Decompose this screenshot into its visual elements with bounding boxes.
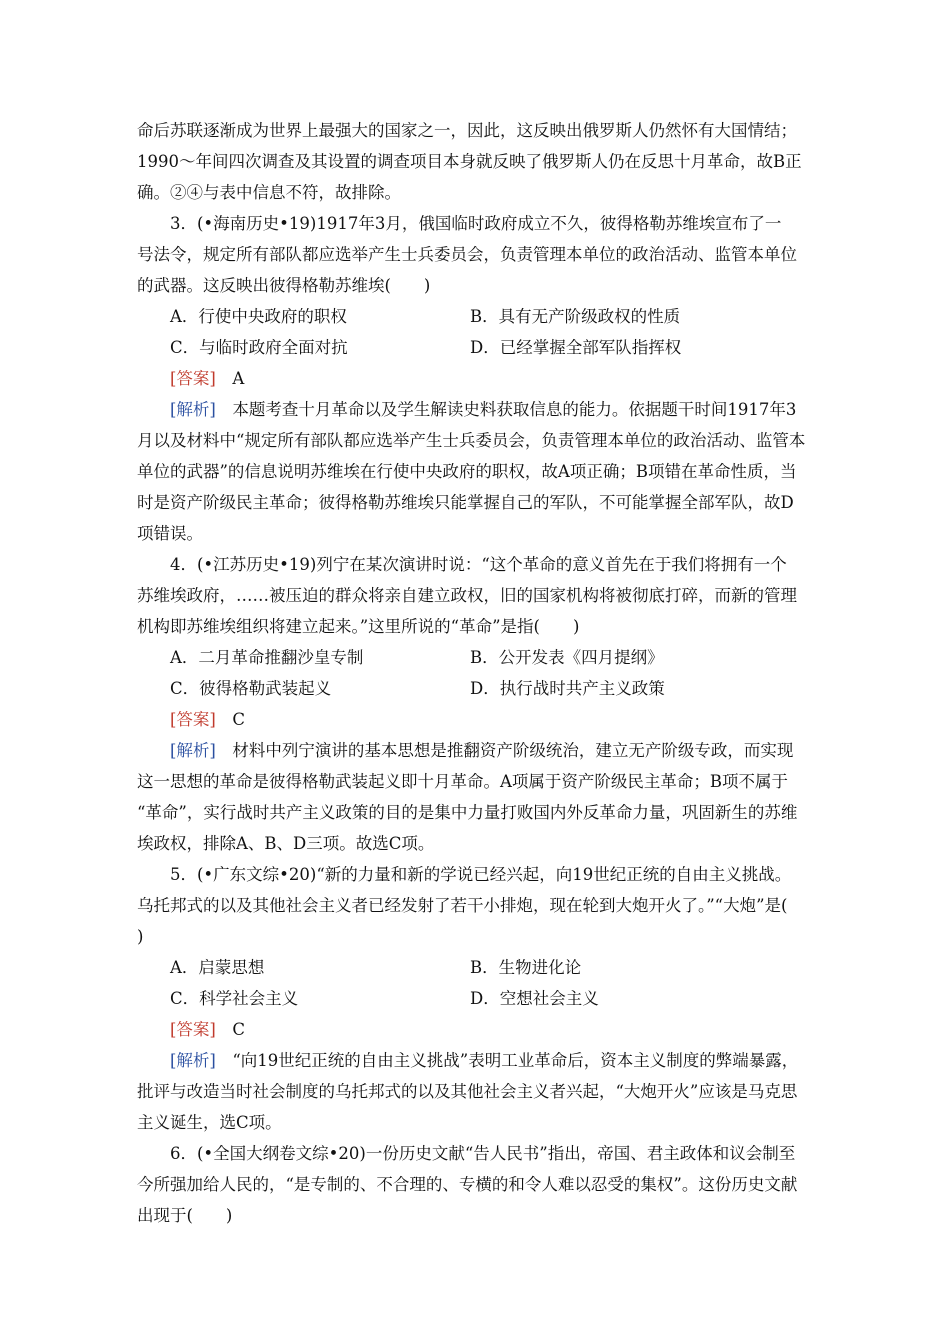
- option-c: C．彼得格勒武装起义: [170, 679, 332, 698]
- question-3-answer: [137, 363, 827, 394]
- analysis-text: 批评与改造当时社会制度的乌托邦式的以及其他社会主义者兴起，“大炮开火”应该是马克思: [137, 1082, 798, 1101]
- option-d: D．已经掌握全部军队指挥权: [470, 338, 682, 357]
- question-3-stem: 的武器。这反映出彼得格勒苏维埃( ): [137, 276, 431, 295]
- answer-value: A: [215, 369, 245, 388]
- answer-value: C: [215, 1020, 245, 1039]
- document-body: [137, 115, 827, 1231]
- question-3-stem: 3．(•海南历史•19)1917年3月，俄国临时政府成立不久，彼得格勒苏维埃宣布了一: [170, 214, 782, 233]
- analysis-text: 时是资产阶级民主革命；彼得格勒苏维埃只能掌握自己的军队，不可能掌握全部军队，故D: [137, 493, 794, 512]
- option-a: A．二月革命推翻沙皇专制: [170, 648, 364, 667]
- question-3-options-row: [137, 301, 827, 332]
- option-b: B．生物进化论: [470, 958, 582, 977]
- question-5-stem: 5．(•广东文综•20)“新的力量和新的学说已经兴起，向19世纪正统的自由主义挑战。: [170, 865, 792, 884]
- text-line: 命后苏联逐渐成为世界上最强大的国家之一，因此，这反映出俄罗斯人仍然怀有大国情结；: [137, 121, 797, 140]
- option-d: D．空想社会主义: [470, 989, 599, 1008]
- answer-tag: [答案]: [170, 1020, 216, 1039]
- analysis-text: “革命”，实行战时共产主义政策的目的是集中力量打败国内外反革命力量，巩固新生的苏维: [137, 803, 798, 822]
- question-5-stem: ): [137, 927, 144, 946]
- question-5-options-row: [137, 952, 827, 983]
- question-5-answer: [137, 1014, 827, 1045]
- question-4-analysis: [137, 735, 827, 766]
- analysis-text: 材料中列宁演讲的基本思想是推翻资产阶级统治，建立无产阶级专政，而实现: [215, 741, 794, 760]
- option-b: B．公开发表《四月提纲》: [470, 648, 664, 667]
- answer-tag: [答案]: [170, 710, 216, 729]
- analysis-text: 这一思想的革命是彼得格勒武装起义即十月革命。A项属于资产阶级民主革命；B项不属于: [137, 772, 789, 791]
- analysis-text: 月以及材料中“规定所有部队都应选举产生士兵委员会，负责管理本单位的政治活动、监管本: [137, 431, 806, 450]
- question-6-stem: 今所强加给人民的，“是专制的、不合理的、专横的和令人难以忍受的集权”。这份历史文献: [137, 1175, 798, 1194]
- option-d: D．执行战时共产主义政策: [470, 679, 665, 698]
- question-3-analysis: [137, 394, 827, 425]
- option-a: A．行使中央政府的职权: [170, 307, 347, 326]
- analysis-tag: [解析]: [170, 1051, 216, 1070]
- analysis-text: 主义诞生，选C项。: [137, 1113, 282, 1132]
- option-c: C．科学社会主义: [170, 989, 299, 1008]
- question-4-stem: 苏维埃政府，……被压迫的群众将亲自建立政权，旧的国家机构将被彻底打碎，而新的管理: [137, 586, 797, 605]
- text-line: 1990～年间四次调查及其设置的调查项目本身就反映了俄罗斯人仍在反思十月革命，故B正: [137, 152, 802, 171]
- question-4-answer: [137, 704, 827, 735]
- analysis-tag: [解析]: [170, 400, 216, 419]
- question-5-analysis: [137, 1045, 827, 1076]
- answer-tag: [答案]: [170, 369, 216, 388]
- analysis-text: “向19世纪正统的自由主义挑战”表明工业革命后，资本主义制度的弊端暴露，: [215, 1051, 799, 1070]
- question-6-stem: 出现于( ): [137, 1206, 233, 1225]
- question-6-stem: 6．(•全国大纲卷文综•20)一份历史文献“告人民书”指出，帝国、君主政体和议会制至: [170, 1144, 796, 1163]
- analysis-text: 单位的武器”的信息说明苏维埃在行使中央政府的职权，故A项正确；B项错在革命性质，当: [137, 462, 797, 481]
- analysis-tag: [解析]: [170, 741, 216, 760]
- option-b: B．具有无产阶级政权的性质: [470, 307, 681, 326]
- analysis-text: 项错误。: [137, 524, 203, 543]
- question-4-options-row: [137, 642, 827, 673]
- answer-value: C: [215, 710, 245, 729]
- question-4-options-row: [137, 673, 827, 704]
- analysis-text: 埃政权，排除A、B、D三项。故选C项。: [137, 834, 435, 853]
- question-4-stem: 4．(•江苏历史•19)列宁在某次演讲时说：“这个革命的意义首先在于我们将拥有一个: [170, 555, 787, 574]
- text-line: 确。②④与表中信息不符，故排除。: [137, 183, 401, 202]
- question-5-options-row: [137, 983, 827, 1014]
- question-3-stem: 号法令，规定所有部队都应选举产生士兵委员会，负责管理本单位的政治活动、监管本单位: [137, 245, 797, 264]
- option-a: A．启蒙思想: [170, 958, 265, 977]
- option-c: C．与临时政府全面对抗: [170, 338, 348, 357]
- analysis-text: 本题考查十月革命以及学生解读史料获取信息的能力。依据题干时间1917年3: [215, 400, 797, 419]
- question-3-options-row: [137, 332, 827, 363]
- question-4-stem: 机构即苏维埃组织将建立起来。”这里所说的“革命”是指( ): [137, 617, 580, 636]
- question-5-stem: 乌托邦式的以及其他社会主义者已经发射了若干小排炮，现在轮到大炮开火了。”“大炮”是(: [137, 896, 788, 915]
